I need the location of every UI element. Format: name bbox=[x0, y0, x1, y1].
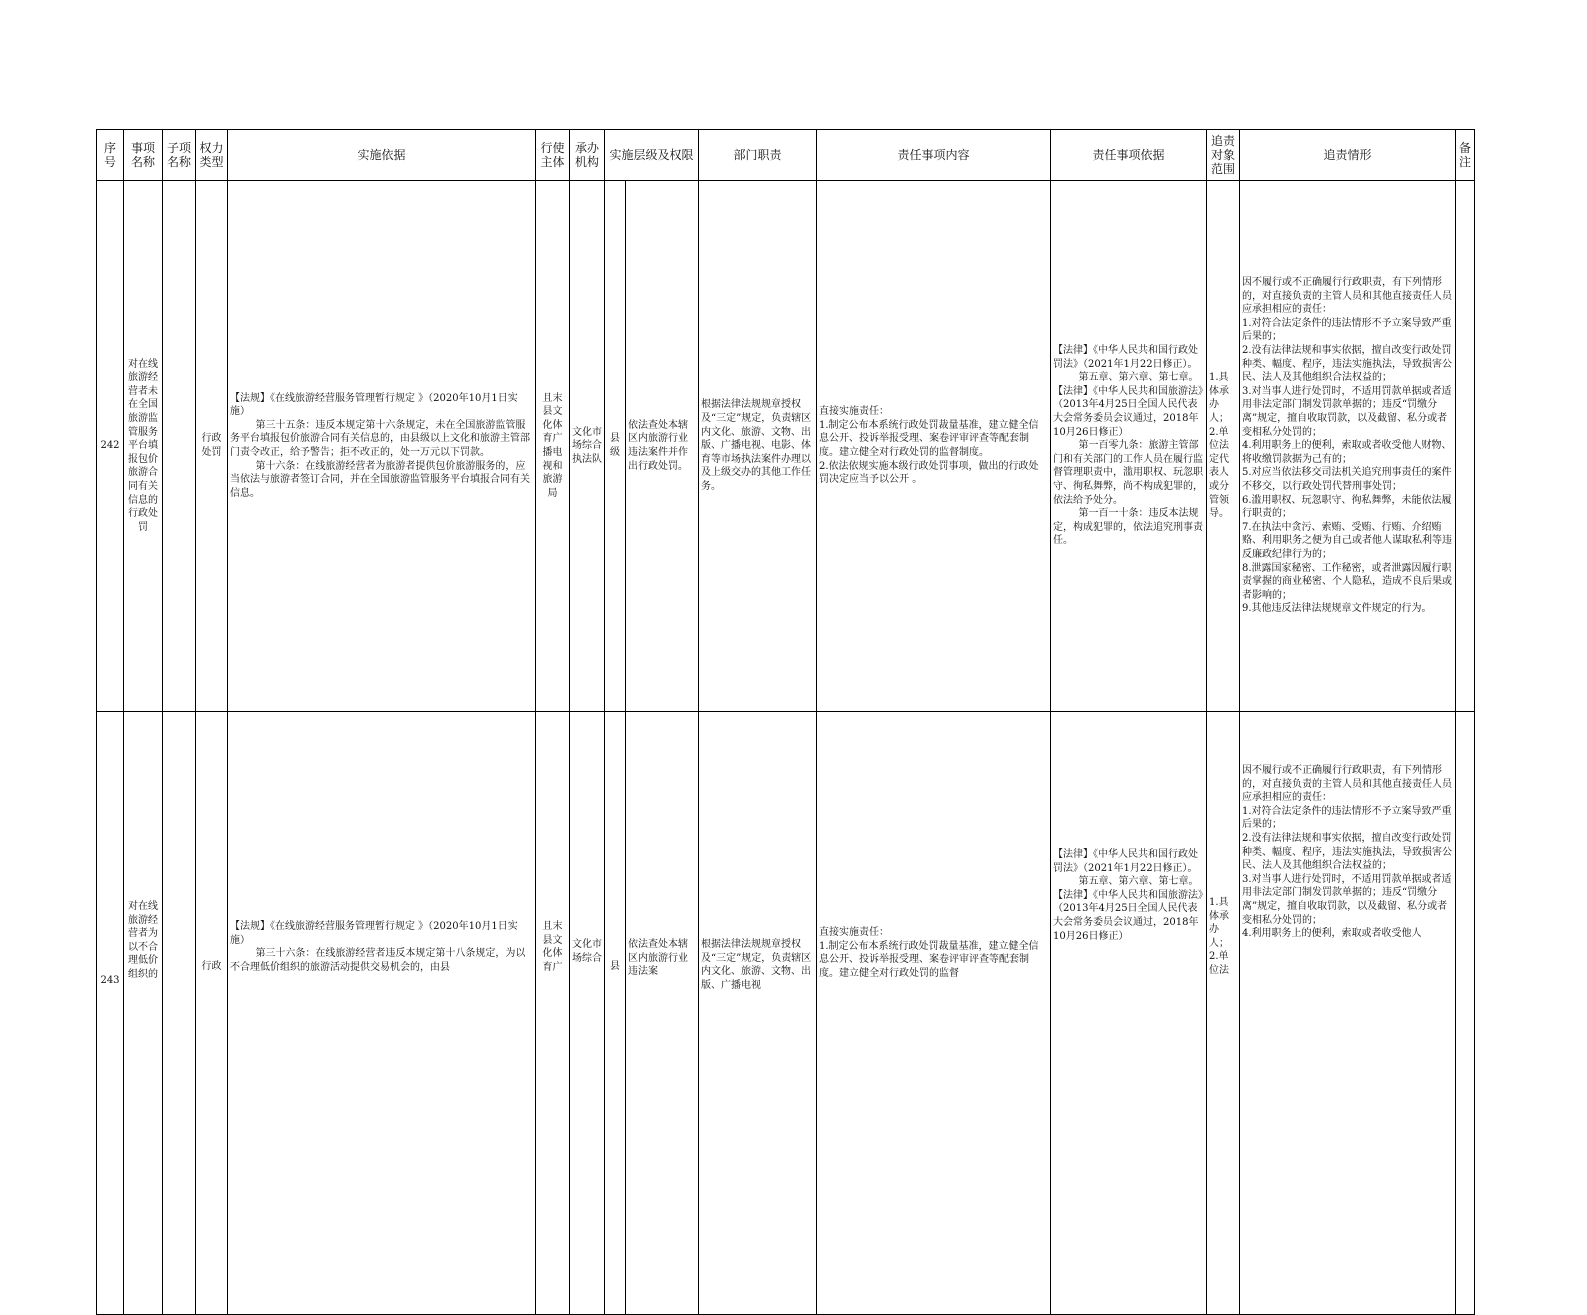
cell-power-type: 行政处罚 bbox=[196, 181, 228, 712]
cell-org: 文化市场综合 bbox=[570, 712, 605, 1315]
header-subject: 行使主体 bbox=[536, 130, 570, 181]
responsibility-table bbox=[96, 129, 1475, 1315]
table-row bbox=[97, 712, 1475, 1315]
header-duty: 部门职责 bbox=[699, 130, 817, 181]
header-seq: 序号 bbox=[97, 130, 124, 181]
header-power-type: 权力类型 bbox=[196, 130, 228, 181]
cell-remark bbox=[1456, 712, 1475, 1315]
header-level: 实施层级及权限 bbox=[605, 130, 699, 181]
cell-resp-basis: 【法律】《中华人民共和国行政处罚法》（2021年1月22日修正）。 第五章、第六章、第七章。 【法律】《中华人民共和国旅游法》（2013年4月25日全国人民代表大会常务委员会议通过，2018年10月26日修正） bbox=[1051, 712, 1207, 1315]
cell-subject: 且末县文化体育广播电视和旅游局 bbox=[536, 181, 570, 712]
cell-resp-basis: 【法律】《中华人民共和国行政处罚法》（2021年1月22日修正）。 第五章、第六章、第七章。 【法律】《中华人民共和国旅游法》（2013年4月25日全国人民代表大会常务委员会议通过，2018年10月26日修正） 第一百零九条：旅游主管部门和有关部门的工作人员在履行监督管理职责中，滥用职权、玩忽职守、徇私舞弊，尚不构成犯罪的，依法给予处分。 第一百一十条：违反本法规定，构成犯罪的，依法追究刑事责任。 bbox=[1051, 181, 1207, 712]
cell-duty: 根据法律法规规章授权及“三定”规定，负责辖区内文化、旅游、文物、出版、广播电视 bbox=[699, 712, 817, 1315]
table-row bbox=[97, 181, 1475, 712]
cell-item-name: 对在线旅游经营者为以不合理低价组织的 bbox=[124, 712, 163, 1315]
cell-scope: 1.具体承办人；2.单位法 bbox=[1207, 712, 1240, 1315]
header-scope: 追责对象范围 bbox=[1207, 130, 1240, 181]
header-sub-item: 子项名称 bbox=[163, 130, 196, 181]
cell-power-type: 行政 bbox=[196, 712, 228, 1315]
header-item-name: 事项名称 bbox=[124, 130, 163, 181]
cell-level-authority: 依法查处本辖区内旅游行业违法案 bbox=[626, 712, 699, 1315]
cell-duty: 根据法律法规规章授权及“三定”规定，负责辖区内文化、旅游、文物、出版、广播电视、电影、体育等市场执法案件办理以及上级交办的其他工作任务。 bbox=[699, 181, 817, 712]
cell-resp-content: 直接实施责任： 1.制定公布本系统行政处罚裁量基准，建立健全信息公开、投诉举报受理、案卷评审评查等配套制度。建立健全对行政处罚的监督 bbox=[817, 712, 1051, 1315]
header-resp-basis: 责任事项依据 bbox=[1051, 130, 1207, 181]
cell-level-tier: 县 bbox=[605, 712, 626, 1315]
cell-level-authority: 依法查处本辖区内旅游行业违法案件并作出行政处罚。 bbox=[626, 181, 699, 712]
cell-sub-item bbox=[163, 712, 196, 1315]
cell-remark bbox=[1456, 181, 1475, 712]
cell-subject: 且末县文化体育广 bbox=[536, 712, 570, 1315]
header-basis: 实施依据 bbox=[228, 130, 536, 181]
header-accountability: 追责情形 bbox=[1240, 130, 1456, 181]
cell-level-tier: 县级 bbox=[605, 181, 626, 712]
cell-basis: 【法规】《在线旅游经营服务管理暂行规定 》（2020年10月1日实施） 第三十五条：违反本规定第十六条规定，未在全国旅游监管服务平台填报包价旅游合同有关信息的，由县级以上文化和旅游主管部门责令改正，给予警告；拒不改正的，处一万元以下罚款。 第十六条：在线旅游经营者为旅游者提供包价旅游服务的，应当依法与旅游者签订合同，并在全国旅游监管服务平台填报合同有关信息。 bbox=[228, 181, 536, 712]
cell-item-name: 对在线旅游经营者未在全国旅游监管服务平台填报包价旅游合同有关信息的行政处罚 bbox=[124, 181, 163, 712]
header-row bbox=[97, 130, 1475, 181]
cell-sub-item bbox=[163, 181, 196, 712]
header-resp-content: 责任事项内容 bbox=[817, 130, 1051, 181]
cell-accountability: 因不履行或不正确履行行政职责，有下列情形的，对直接负责的主管人员和其他直接责任人员应承担相应的责任： 1.对符合法定条件的违法情形不予立案导致严重后果的； 2.没有法律法规和事实依据，擅自改变行政处罚种类、幅度、程序，违法实施执法，导致损害公民、法人及其他组织合法权益的； 3.对当事人进行处罚时，不适用罚款单据或者适用非法定部门制发罚款单据的；违反“罚缴分离”规定，擅自收取罚款，以及截留、私分或者变相私分处罚的； 4.利用职务上的便利，索取或者收受他人 bbox=[1240, 712, 1456, 1315]
table-frame bbox=[96, 129, 1474, 991]
cell-scope: 1.具体承办人；2.单位法定代表人或分管领导。 bbox=[1207, 181, 1240, 712]
cell-basis: 【法规】《在线旅游经营服务管理暂行规定 》（2020年10月1日实施） 第三十六条：在线旅游经营者违反本规定第十八条规定，为以不合理低价组织的旅游活动提供交易机会的，由县 bbox=[228, 712, 536, 1315]
cell-resp-content: 直接实施责任： 1.制定公布本系统行政处罚裁量基准，建立健全信息公开、投诉举报受理、案卷评审评查等配套制度。建立健全对行政处罚的监督制度。 2.依法依规实施本级行政处罚事项，做出的行政处罚决定应当予以公开 。 bbox=[817, 181, 1051, 712]
cell-org: 文化市场综合执法队 bbox=[570, 181, 605, 712]
cell-seq: 243 bbox=[97, 712, 124, 1315]
cell-accountability: 因不履行或不正确履行行政职责，有下列情形的，对直接负责的主管人员和其他直接责任人员应承担相应的责任： 1.对符合法定条件的违法情形不予立案导致严重后果的； 2.没有法律法规和事实依据，擅自改变行政处罚种类、幅度、程序，违法实施执法，导致损害公民、法人及其他组织合法权益的； 3.对当事人进行处罚时，不适用罚款单据或者适用非法定部门制发罚款单据的；违反“罚缴分离”规定，擅自收取罚款，以及截留、私分或者变相私分处罚的； 4.利用职务上的便利，索取或者收受他人财物、将收缴罚款据为己有的； 5.对应当依法移交司法机关追究刑事责任的案件不移交，以行政处罚代替刑事处罚； 6.滥用职权、玩忽职守、徇私舞弊，未能依法履行职责的； 7.在执法中贪污、索贿、受贿、行贿、介绍贿赂、利用职务之便为自己或者他人谋取私利等违反廉政纪律行为的； 8.泄露国家秘密、工作秘密，或者泄露因履行职责掌握的商业秘密、个人隐私，造成不良后果或者影响的； 9.其他违反法律法规规章文件规定的行为。 bbox=[1240, 181, 1456, 712]
cell-seq: 242 bbox=[97, 181, 124, 712]
header-remark: 备注 bbox=[1456, 130, 1475, 181]
header-org: 承办机构 bbox=[570, 130, 605, 181]
